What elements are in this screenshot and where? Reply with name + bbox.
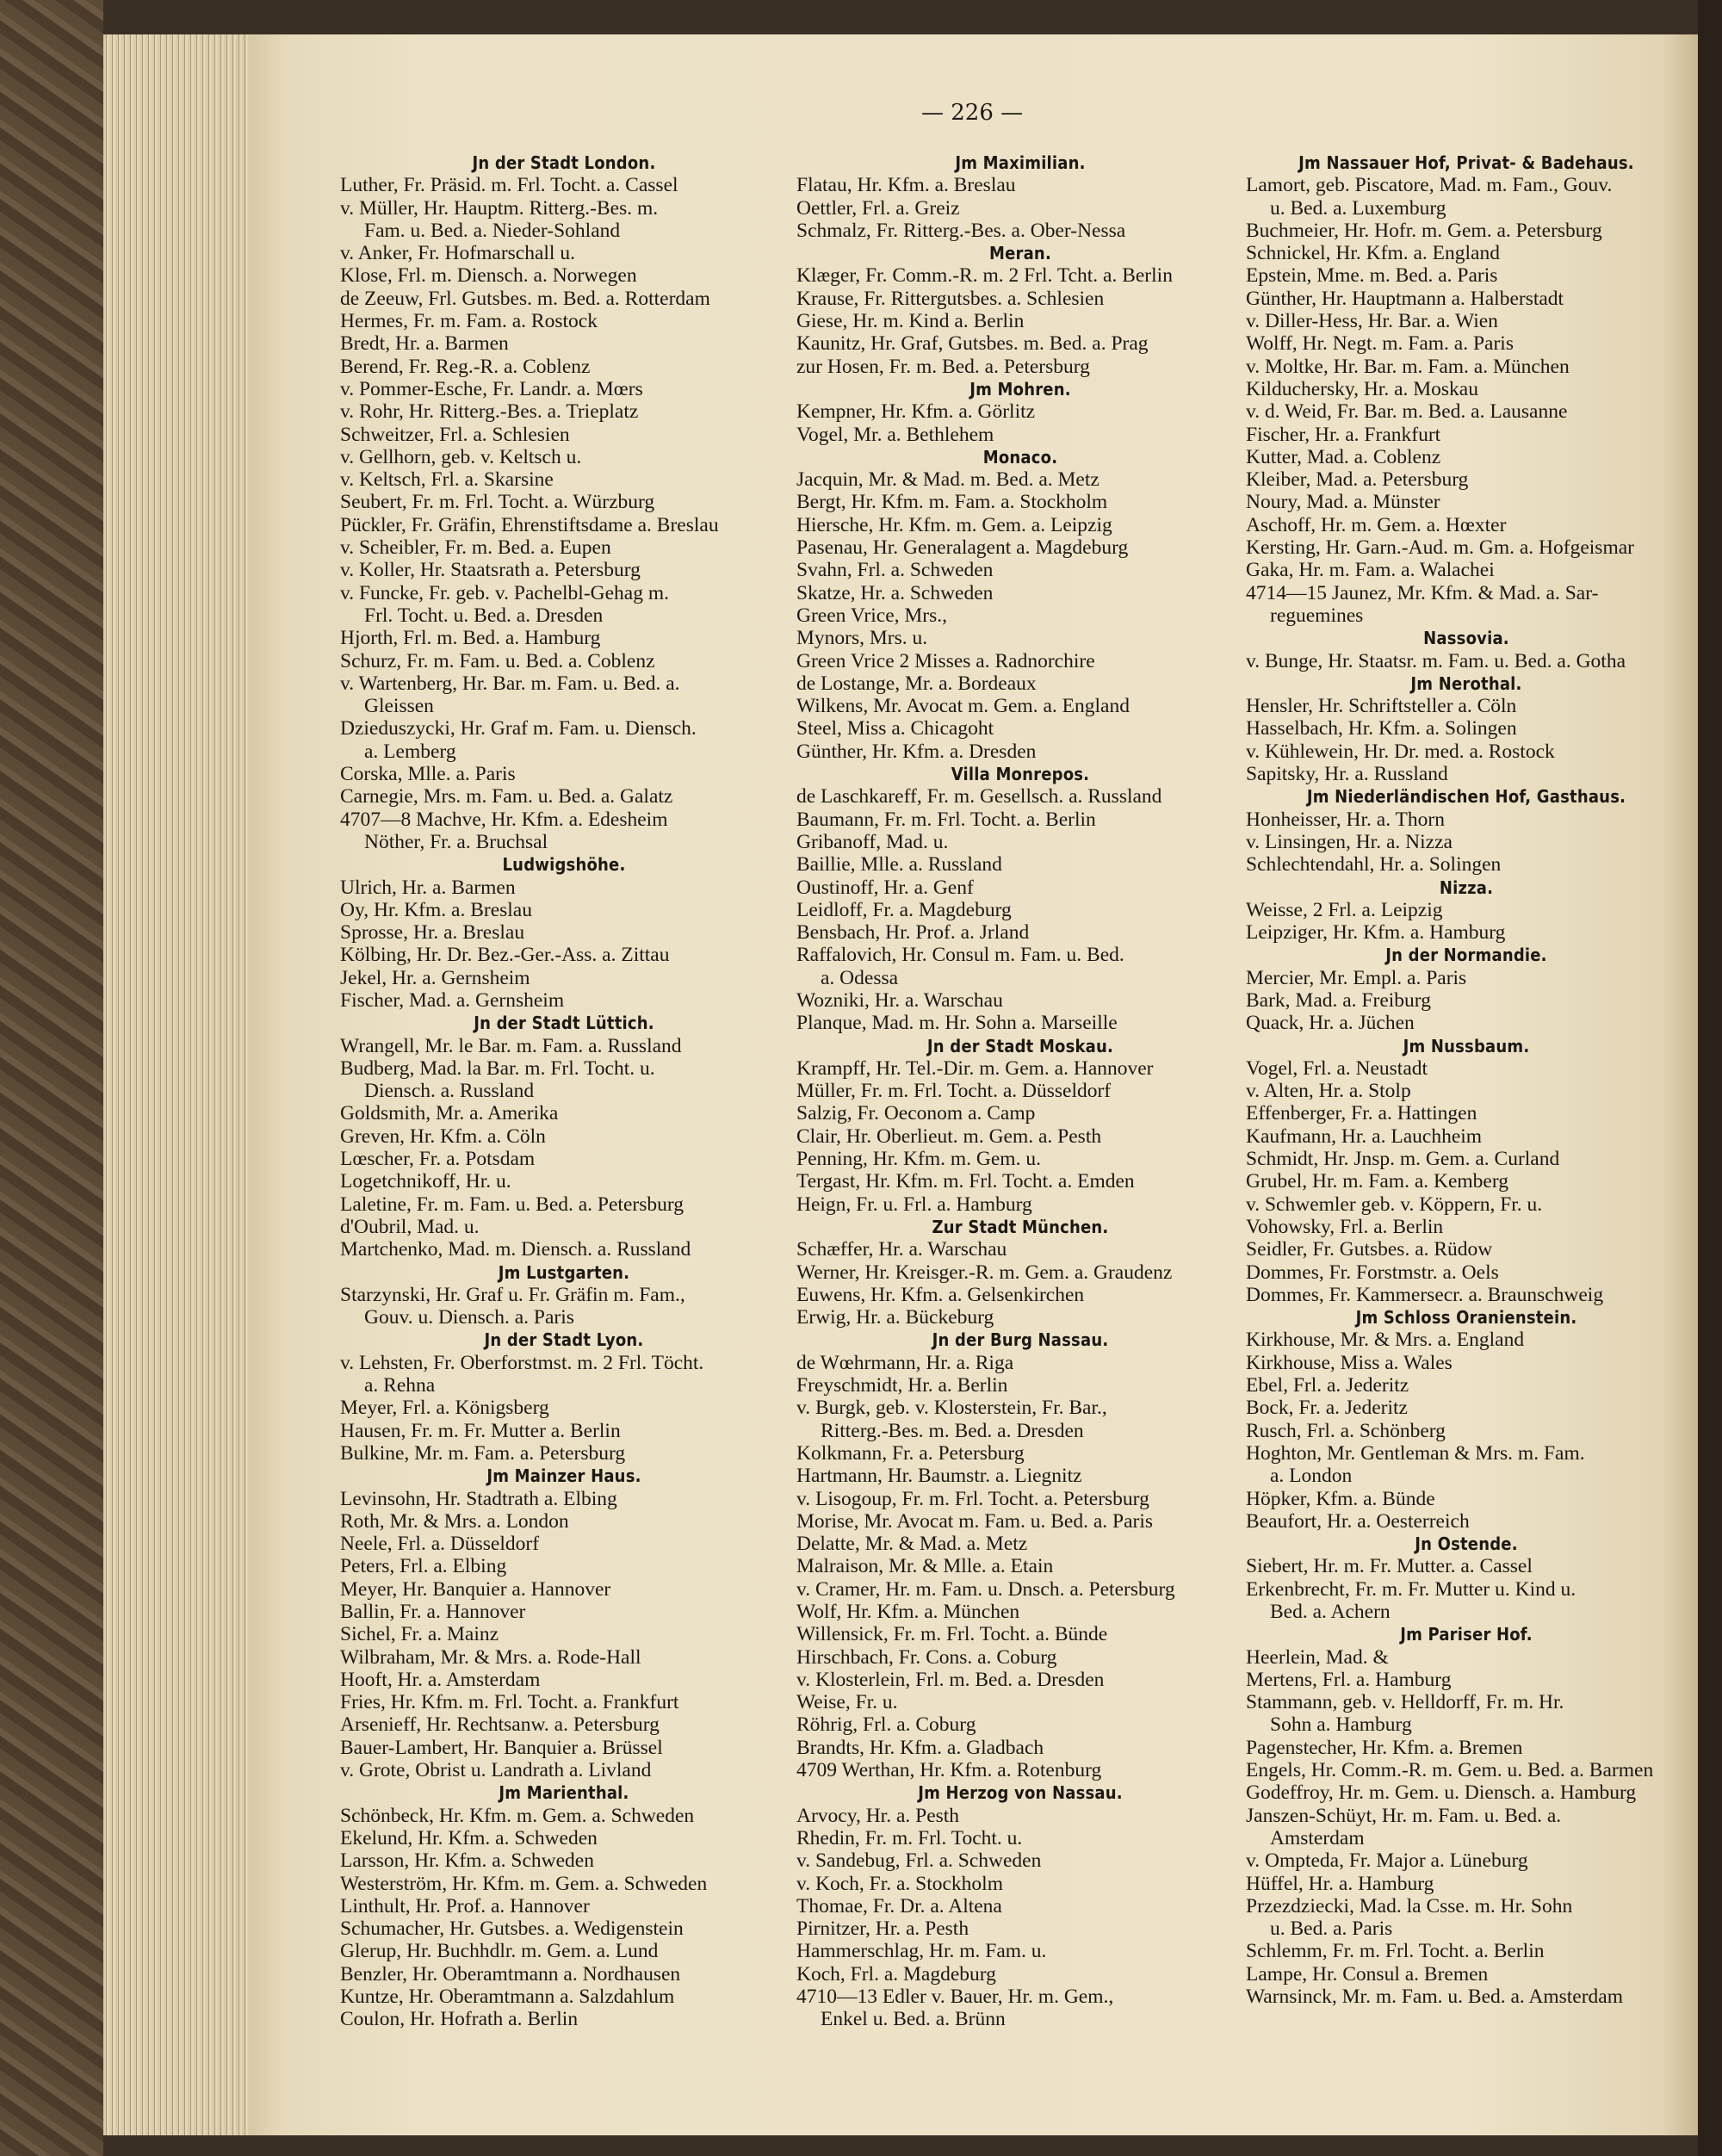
guest-entry: Leipziger, Hr. Kfm. a. Hamburg (1246, 921, 1506, 945)
entry-continuation: Frl. Tocht. u. Bed. a. Dresden (364, 604, 604, 627)
guest-entry: Green Vrice 2 Misses a. Radnorchire (796, 649, 1095, 672)
guest-entry: Aschoff, Hr. m. Gem. a. Hœxter (1246, 513, 1507, 536)
guest-entry: Meyer, Hr. Banquier a. Hannover (340, 1577, 611, 1601)
guest-entry: Höpker, Kfm. a. Bünde (1246, 1487, 1435, 1510)
guest-entry: Logetchnikoff, Hr. u. (340, 1170, 511, 1193)
guest-entry: Bergt, Hr. Kfm. m. Fam. a. Stockholm (796, 491, 1108, 514)
guest-entry: Hasselbach, Hr. Kfm. a. Solingen (1246, 717, 1517, 740)
guest-entry: Kolkmann, Fr. a. Petersburg (796, 1441, 1025, 1465)
guest-entry: Quack, Hr. a. Jüchen (1246, 1012, 1415, 1035)
section-heading: Monaco. (982, 446, 1058, 468)
book-cover-left (0, 0, 103, 2156)
guest-entry: 4714—15 Jaunez, Mr. Kfm. & Mad. a. Sar- (1246, 581, 1599, 604)
entry-continuation: u. Bed. a. Luxemburg (1270, 196, 1446, 220)
guest-entry: v. Pommer-Esche, Fr. Landr. a. Mœrs (340, 377, 643, 400)
guest-entry: Kirkhouse, Miss a. Wales (1246, 1351, 1453, 1374)
guest-entry: v. Müller, Hr. Hauptm. Ritterg.-Bes. m. (340, 196, 659, 220)
guest-entry: Dzieduszycki, Hr. Graf m. Fam. u. Diensch. (340, 717, 697, 740)
guest-entry: Hirschbach, Fr. Cons. a. Coburg (796, 1645, 1057, 1669)
guest-entry: de Lostange, Mr. a. Bordeaux (796, 672, 1037, 695)
guest-entry: Beaufort, Hr. a. Oesterreich (1246, 1509, 1470, 1533)
guest-entry: Hammerschlag, Hr. m. Fam. u. (796, 1940, 1047, 1963)
guest-entry: Heerlein, Mad. & (1246, 1645, 1389, 1669)
guest-entry: Krause, Fr. Rittergutsbes. a. Schlesien (796, 287, 1105, 310)
guest-entry: Coulon, Hr. Hofrath a. Berlin (340, 2008, 579, 2031)
guest-entry: Baumann, Fr. m. Frl. Tocht. a. Berlin (796, 808, 1096, 831)
guest-entry: v. Wartenberg, Hr. Bar. m. Fam. u. Bed. a. (340, 672, 680, 695)
entry-continuation: Bed. a. Achern (1270, 1601, 1391, 1623)
guest-entry: Bredt, Hr. a. Barmen (340, 332, 509, 356)
guest-entry: Dommes, Fr. Kammersecr. a. Braunschweig (1246, 1283, 1604, 1306)
guest-entry: Luther, Fr. Präsid. m. Frl. Tocht. a. Cassel (340, 174, 678, 197)
guest-entry: v. Alten, Hr. a. Stolp (1246, 1080, 1411, 1103)
entry-continuation: Ritterg.-Bes. m. Bed. a. Dresden (821, 1419, 1084, 1442)
guest-entry: Bulkine, Mr. m. Fam. a. Petersburg (340, 1441, 626, 1465)
guest-entry: v. Lehsten, Fr. Oberforstmst. m. 2 Frl. Töcht. (340, 1351, 704, 1374)
guest-entry: Hjorth, Frl. m. Bed. a. Hamburg (340, 627, 601, 650)
guest-entry: Sprosse, Hr. a. Breslau (340, 921, 525, 945)
book-cover-right (1698, 0, 1722, 2156)
guest-entry: v. Anker, Fr. Hofmarschall u. (340, 242, 575, 265)
guest-entry: Steel, Miss a. Chicagoht (796, 717, 994, 740)
guest-entry: Günther, Hr. Kfm. a. Dresden (796, 740, 1037, 763)
section-heading: Jn der Stadt Lüttich. (474, 1013, 654, 1034)
section-heading: Jn der Normandie. (1385, 945, 1547, 966)
guest-entry: Malraison, Mr. & Mlle. a. Etain (796, 1555, 1054, 1578)
guest-entry: Rusch, Frl. a. Schönberg (1246, 1419, 1446, 1442)
guest-entry: Peters, Frl. a. Elbing (340, 1555, 507, 1578)
guest-entry: Mertens, Frl. a. Hamburg (1246, 1668, 1452, 1691)
guest-entry: v. Koch, Fr. a. Stockholm (796, 1872, 1003, 1895)
guest-entry: Carnegie, Mrs. m. Fam. u. Bed. a. Galatz (340, 785, 673, 808)
guest-entry: v. Grote, Obrist u. Landrath a. Livland (340, 1759, 652, 1782)
guest-entry: Green Vrice, Mrs., (796, 604, 947, 627)
guest-entry: Gribanoff, Mad. u. (796, 830, 949, 853)
page-number: — 226 — (921, 100, 1024, 126)
guest-entry: Planque, Mad. m. Hr. Sohn a. Marseille (796, 1012, 1118, 1035)
guest-entry: v. Lisogoup, Fr. m. Frl. Tocht. a. Petersburg (796, 1487, 1149, 1510)
guest-entry: Hüffel, Hr. a. Hamburg (1246, 1872, 1434, 1895)
guest-entry: Larsson, Hr. Kfm. a. Schweden (340, 1849, 594, 1873)
guest-entry: v. Burgk, geb. v. Klosterstein, Fr. Bar., (796, 1397, 1107, 1420)
guest-entry: Godeffroy, Hr. m. Gem. u. Diensch. a. Hamburg (1246, 1781, 1637, 1805)
section-heading: Jm Lustgarten. (498, 1261, 630, 1283)
guest-entry: Buchmeier, Hr. Hofr. m. Gem. a. Petersburg (1246, 219, 1602, 242)
guest-entry: Giese, Hr. m. Kind a. Berlin (796, 310, 1025, 333)
guest-entry: Starzynski, Hr. Graf u. Fr. Gräfin m. Fam., (340, 1283, 685, 1306)
guest-entry: Benzler, Hr. Oberamtmann a. Nordhausen (340, 1962, 681, 1986)
section-heading: Ludwigshöhe. (502, 854, 626, 876)
entry-continuation: Amsterdam (1270, 1826, 1365, 1849)
guest-entry: 4709 Werthan, Hr. Kfm. a. Rotenburg (796, 1759, 1102, 1782)
guest-entry: Oettler, Frl. a. Greiz (796, 196, 960, 220)
guest-entry: Kaunitz, Hr. Graf, Gutsbes. m. Bed. a. Prag (796, 332, 1149, 356)
guest-entry: Werner, Hr. Kreisger.-R. m. Gem. a. Graudenz (796, 1261, 1173, 1284)
guest-entry: Clair, Hr. Oberlieut. m. Gem. a. Pesth (796, 1124, 1102, 1148)
guest-entry: Wozniki, Hr. a. Warschau (796, 988, 1003, 1012)
guest-entry: Oustinoff, Hr. a. Genf (796, 876, 974, 899)
guest-entry: Ballin, Fr. a. Hannover (340, 1601, 526, 1623)
entry-continuation: a. London (1270, 1465, 1353, 1488)
guest-entry: Schmalz, Fr. Ritterg.-Bes. a. Ober-Nessa (796, 219, 1126, 242)
guest-entry: v. Cramer, Hr. m. Fam. u. Dnsch. a. Petersburg (796, 1577, 1175, 1601)
column-1 (340, 152, 788, 2031)
guest-entry: Schlechtendahl, Hr. a. Solingen (1246, 853, 1502, 877)
guest-entry: Oy, Hr. Kfm. a. Breslau (340, 898, 532, 921)
guest-entry: d'Oubril, Mad. u. (340, 1215, 480, 1238)
guest-entry: Schurz, Fr. m. Fam. u. Bed. a. Coblenz (340, 649, 655, 672)
guest-entry: Kuntze, Hr. Oberamtmann a. Salzdahlum (340, 1986, 675, 2009)
section-heading: Jm Herzog von Nassau. (918, 1782, 1123, 1804)
guest-entry: Erkenbrecht, Fr. m. Fr. Mutter u. Kind u. (1246, 1577, 1576, 1601)
guest-entry: Vogel, Frl. a. Neustadt (1246, 1056, 1428, 1080)
guest-entry: Neele, Frl. a. Düsseldorf (340, 1533, 540, 1556)
guest-entry: Schlemm, Fr. m. Frl. Tocht. a. Berlin (1246, 1940, 1545, 1963)
guest-entry: Krampff, Hr. Tel.-Dir. m. Gem. a. Hannover (796, 1056, 1154, 1080)
guest-entry: Bensbach, Hr. Prof. a. Jrland (796, 921, 1030, 945)
guest-entry: 4707—8 Machve, Hr. Kfm. a. Edesheim (340, 808, 668, 831)
guest-entry: Wolff, Hr. Negt. m. Fam. a. Paris (1246, 332, 1514, 356)
guest-entry: Tergast, Hr. Kfm. m. Frl. Tocht. a. Emden (796, 1170, 1135, 1193)
guest-entry: Klose, Frl. m. Diensch. a. Norwegen (340, 264, 637, 288)
guest-entry: v. Linsingen, Hr. a. Nizza (1246, 830, 1453, 853)
guest-entry: Fries, Hr. Kfm. m. Frl. Tocht. a. Frankfurt (340, 1691, 679, 1714)
guest-entry: Wrangell, Mr. le Bar. m. Fam. a. Russland (340, 1034, 682, 1057)
guest-entry: zur Hosen, Fr. m. Bed. a. Petersburg (796, 355, 1090, 378)
section-heading: Jn der Stadt London. (472, 152, 656, 173)
column-3 (1246, 152, 1687, 2008)
guest-entry: Mynors, Mrs. u. (796, 627, 928, 650)
guest-entry: Siebert, Hr. m. Fr. Mutter. a. Cassel (1246, 1555, 1533, 1578)
guest-entry: Berend, Fr. Reg.-R. a. Coblenz (340, 355, 591, 378)
guest-entry: Euwens, Hr. Kfm. a. Gelsenkirchen (796, 1283, 1085, 1306)
guest-entry: Pirnitzer, Hr. a. Pesth (796, 1917, 969, 1941)
guest-entry: Kutter, Mad. a. Coblenz (1246, 445, 1441, 468)
guest-entry: Noury, Mad. a. Münster (1246, 491, 1440, 514)
guest-entry: de Zeeuw, Frl. Gutsbes. m. Bed. a. Rotterdam (340, 287, 710, 310)
guest-entry: Wilbraham, Mr. & Mrs. a. Rode-Hall (340, 1645, 641, 1669)
guest-entry: Pückler, Fr. Gräfin, Ehrenstiftsdame a. Breslau (340, 513, 719, 536)
guest-entry: Schmidt, Hr. Jnsp. m. Gem. a. Curland (1246, 1148, 1560, 1171)
guest-entry: Hooft, Hr. a. Amsterdam (340, 1668, 541, 1691)
guest-entry: Wilkens, Mr. Avocat m. Gem. a. England (796, 695, 1130, 718)
guest-entry: Ulrich, Hr. a. Barmen (340, 876, 516, 899)
guest-entry: Greven, Hr. Kfm. a. Cöln (340, 1124, 546, 1148)
entry-continuation: reguemines (1270, 604, 1364, 627)
guest-entry: v. Keltsch, Frl. a. Skarsine (340, 468, 554, 492)
guest-entry: Gaka, Hr. m. Fam. a. Walachei (1246, 559, 1495, 582)
guest-entry: 4710—13 Edler v. Bauer, Hr. m. Gem., (796, 1986, 1114, 2009)
section-heading: Jm Mainzer Haus. (486, 1465, 641, 1487)
guest-entry: Hensler, Hr. Schriftsteller a. Cöln (1246, 695, 1517, 718)
guest-entry: v. Bunge, Hr. Staatsr. m. Fam. u. Bed. a. Gotha (1246, 649, 1626, 672)
guest-entry: Schæffer, Hr. a. Warschau (796, 1238, 1007, 1261)
guest-entry: Pagenstecher, Hr. Kfm. a. Bremen (1246, 1736, 1523, 1759)
guest-entry: Willensick, Fr. m. Frl. Tocht. a. Bünde (796, 1623, 1108, 1646)
guest-entry: Klæger, Fr. Comm.-R. m. 2 Frl. Tcht. a. Berlin (796, 264, 1173, 288)
guest-entry: Lamort, geb. Piscatore, Mad. m. Fam., Gouv. (1246, 174, 1613, 197)
section-heading: Jm Niederländischen Hof, Gasthaus. (1306, 786, 1626, 808)
guest-entry: Erwig, Hr. a. Bückeburg (796, 1306, 994, 1329)
guest-entry: Stammann, geb. v. Helldorff, Fr. m. Hr. (1246, 1691, 1564, 1714)
guest-entry: Corska, Mlle. a. Paris (340, 763, 516, 786)
guest-entry: v. Kühlewein, Hr. Dr. med. a. Rostock (1246, 740, 1555, 763)
guest-entry: Müller, Fr. m. Frl. Tocht. a. Düsseldorf (796, 1080, 1112, 1103)
guest-entry: Effenberger, Fr. a. Hattingen (1246, 1102, 1477, 1125)
entry-continuation: Gouv. u. Diensch. a. Paris (364, 1306, 574, 1329)
guest-entry: Kleiber, Mad. a. Petersburg (1246, 468, 1469, 492)
guest-entry: v. Funcke, Fr. geb. v. Pachelbl-Gehag m. (340, 581, 670, 604)
guest-entry: Kersting, Hr. Garn.-Aud. m. Gm. a. Hofgeismar (1246, 536, 1634, 560)
guest-entry: Weisse, 2 Frl. a. Leipzig (1246, 898, 1443, 921)
guest-entry: Penning, Hr. Kfm. m. Gem. u. (796, 1148, 1041, 1171)
guest-entry: Heign, Fr. u. Frl. a. Hamburg (796, 1193, 1032, 1216)
entry-continuation: Nöther, Fr. a. Bruchsal (364, 830, 548, 853)
guest-entry: Pasenau, Hr. Generalagent a. Magdeburg (796, 536, 1129, 560)
guest-entry: Bock, Fr. a. Jederitz (1246, 1397, 1408, 1420)
guest-entry: Svahn, Frl. a. Schweden (796, 559, 994, 582)
guest-entry: v. Diller-Hess, Hr. Bar. a. Wien (1246, 310, 1498, 333)
guest-entry: Sapitsky, Hr. a. Russland (1246, 763, 1448, 786)
guest-entry: v. Scheibler, Fr. m. Bed. a. Eupen (340, 536, 611, 560)
guest-entry: Lampe, Hr. Consul a. Bremen (1246, 1962, 1489, 1986)
guest-entry: Epstein, Mme. m. Bed. a. Paris (1246, 264, 1498, 288)
guest-entry: Morise, Mr. Avocat m. Fam. u. Bed. a. Paris (796, 1509, 1154, 1533)
entry-continuation: Enkel u. Bed. a. Brünn (821, 2008, 1006, 2031)
guest-entry: Sichel, Fr. a. Mainz (340, 1623, 499, 1646)
section-heading: Meran. (989, 243, 1051, 264)
guest-entry: Engels, Hr. Comm.-R. m. Gem. u. Bed. a. Barmen (1246, 1759, 1654, 1782)
guest-entry: Hermes, Fr. m. Fam. a. Rostock (340, 310, 598, 333)
section-heading: Nizza. (1439, 877, 1494, 898)
guest-entry: Bark, Mad. a. Freiburg (1246, 988, 1431, 1012)
guest-entry: Fischer, Mad. a. Gernsheim (340, 988, 565, 1012)
guest-entry: Schnickel, Hr. Kfm. a. England (1246, 242, 1500, 265)
guest-entry: Linthult, Hr. Prof. a. Hannover (340, 1894, 590, 1917)
section-heading: Jm Pariser Hof. (1400, 1624, 1533, 1645)
section-heading: Villa Monrepos. (951, 764, 1090, 785)
guest-entry: v. Moltke, Hr. Bar. m. Fam. a. München (1246, 355, 1570, 378)
entry-continuation: a. Rehna (364, 1374, 436, 1397)
guest-entry: Laletine, Fr. m. Fam. u. Bed. a. Petersburg (340, 1193, 684, 1216)
page-edges (103, 34, 250, 2135)
guest-entry: v. Klosterlein, Frl. m. Bed. a. Dresden (796, 1668, 1105, 1691)
entry-continuation: a. Lemberg (364, 740, 456, 763)
guest-entry: Mercier, Mr. Empl. a. Paris (1246, 966, 1467, 989)
guest-entry: Przezdziecki, Mad. la Csse. m. Hr. Sohn (1246, 1894, 1573, 1917)
guest-entry: Goldsmith, Mr. a. Amerika (340, 1102, 559, 1125)
guest-entry: Bauer-Lambert, Hr. Banquier a. Brüssel (340, 1736, 663, 1759)
guest-entry: Flatau, Hr. Kfm. a. Breslau (796, 174, 1016, 197)
guest-entry: Salzig, Fr. Oeconom a. Camp (796, 1102, 1036, 1125)
entry-continuation: a. Odessa (821, 966, 899, 989)
guest-entry: Levinsohn, Hr. Stadtrath a. Elbing (340, 1487, 617, 1510)
guest-entry: Skatze, Hr. a. Schweden (796, 581, 994, 604)
guest-entry: Westerström, Hr. Kfm. m. Gem. a. Schweden (340, 1872, 708, 1895)
guest-entry: Brandts, Hr. Kfm. a. Gladbach (796, 1736, 1044, 1759)
guest-entry: Röhrig, Frl. a. Coburg (796, 1713, 976, 1737)
guest-entry: Kaufmann, Hr. a. Lauchheim (1246, 1124, 1483, 1148)
guest-entry: Jekel, Hr. a. Gernsheim (340, 966, 530, 989)
guest-entry: Seidler, Fr. Gutsbes. a. Rüdow (1246, 1238, 1493, 1261)
guest-entry: Jacquin, Mr. & Mad. m. Bed. a. Metz (796, 468, 1099, 492)
section-heading: Jm Marienthal. (499, 1782, 629, 1804)
entry-continuation: Gleissen (364, 695, 434, 718)
guest-entry: Janszen-Schüyt, Hr. m. Fam. u. Bed. a. (1246, 1804, 1562, 1827)
guest-entry: Glerup, Hr. Buchhdlr. m. Gem. a. Lund (340, 1940, 659, 1963)
guest-entry: v. Rohr, Hr. Ritterg.-Bes. a. Trieplatz (340, 400, 639, 424)
section-heading: Jm Maximilian. (955, 152, 1086, 173)
guest-entry: Hiersche, Hr. Kfm. m. Gem. a. Leipzig (796, 513, 1112, 536)
guest-entry: Schönbeck, Hr. Kfm. m. Gem. a. Schweden (340, 1804, 695, 1827)
guest-entry: Budberg, Mad. la Bar. m. Frl. Tocht. u. (340, 1056, 655, 1080)
column-2 (796, 152, 1244, 2031)
guest-entry: Hausen, Fr. m. Fr. Mutter a. Berlin (340, 1419, 621, 1442)
guest-entry: Ekelund, Hr. Kfm. a. Schweden (340, 1826, 598, 1849)
section-heading: Zur Stadt München. (932, 1216, 1109, 1237)
guest-entry: Raffalovich, Hr. Consul m. Fam. u. Bed. (796, 944, 1124, 967)
guest-entry: Hoghton, Mr. Gentleman & Mrs. m. Fam. (1246, 1441, 1585, 1465)
guest-entry: Dommes, Fr. Forstmstr. a. Oels (1246, 1261, 1499, 1284)
guest-entry: v. Ompteda, Fr. Major a. Lüneburg (1246, 1849, 1528, 1873)
guest-entry: Wolf, Hr. Kfm. a. München (796, 1601, 1020, 1623)
guest-entry: v. Koller, Hr. Staatsrath a. Petersburg (340, 559, 641, 582)
guest-entry: Martchenko, Mad. m. Diensch. a. Russland (340, 1238, 691, 1261)
guest-entry: Kempner, Hr. Kfm. a. Görlitz (796, 400, 1036, 424)
entry-continuation: u. Bed. a. Paris (1270, 1917, 1393, 1941)
guest-entry: Lœscher, Fr. a. Potsdam (340, 1148, 536, 1171)
guest-entry: Grubel, Hr. m. Fam. a. Kemberg (1246, 1170, 1509, 1193)
guest-entry: de Laschkareff, Fr. m. Gesellsch. a. Russland (796, 785, 1162, 808)
guest-entry: Günther, Hr. Hauptmann a. Halberstadt (1246, 287, 1564, 310)
section-heading: Jm Nassauer Hof, Privat- & Badehaus. (1298, 152, 1634, 173)
guest-entry: v. Gellhorn, geb. v. Keltsch u. (340, 445, 582, 468)
section-heading: Jm Nussbaum. (1403, 1035, 1530, 1056)
guest-entry: de Wœhrmann, Hr. a. Riga (796, 1351, 1014, 1374)
guest-entry: Kölbing, Hr. Dr. Bez.-Ger.-Ass. a. Zittau (340, 944, 670, 967)
entry-continuation: Fam. u. Bed. a. Nieder-Sohland (364, 219, 621, 242)
guest-entry: Baillie, Mlle. a. Russland (796, 853, 1002, 877)
section-heading: Jm Nerothal. (1410, 672, 1522, 694)
guest-entry: Hartmann, Hr. Baumstr. a. Liegnitz (796, 1465, 1082, 1488)
guest-entry: Vohowsky, Frl. a. Berlin (1246, 1215, 1444, 1238)
guest-entry: Fischer, Hr. a. Frankfurt (1246, 423, 1441, 446)
section-heading: Jn der Stadt Moskau. (926, 1035, 1114, 1056)
guest-entry: Schweitzer, Frl. a. Schlesien (340, 423, 570, 446)
guest-entry: Koch, Frl. a. Magdeburg (796, 1962, 996, 1986)
guest-entry: Delatte, Mr. & Mad. a. Metz (796, 1533, 1028, 1556)
section-heading: Nassovia. (1423, 628, 1509, 649)
guest-entry: Roth, Mr. & Mrs. a. London (340, 1509, 569, 1533)
guest-entry: Arsenieff, Hr. Rechtsanw. a. Petersburg (340, 1713, 660, 1737)
guest-entry: Seubert, Fr. m. Frl. Tocht. a. Würzburg (340, 491, 655, 514)
guest-entry: Schumacher, Hr. Gutsbes. a. Wedigenstein (340, 1917, 684, 1941)
section-heading: Jn der Burg Nassau. (932, 1329, 1109, 1351)
section-heading: Jm Schloss Oranienstein. (1355, 1307, 1577, 1329)
guest-entry: v. d. Weid, Fr. Bar. m. Bed. a. Lausanne (1246, 400, 1568, 424)
guest-entry: Freyschmidt, Hr. a. Berlin (796, 1374, 1008, 1397)
guest-entry: Kilduchersky, Hr. a. Moskau (1246, 377, 1478, 400)
guest-entry: Vogel, Mr. a. Bethlehem (796, 423, 994, 446)
guest-entry: Meyer, Frl. a. Königsberg (340, 1397, 549, 1420)
guest-entry: Leidloff, Fr. a. Magdeburg (796, 898, 1012, 921)
guest-entry: Ebel, Frl. a. Jederitz (1246, 1374, 1409, 1397)
guest-entry: Arvocy, Hr. a. Pesth (796, 1804, 960, 1827)
entry-continuation: Diensch. a. Russland (364, 1080, 535, 1103)
guest-entry: Rhedin, Fr. m. Frl. Tocht. u. (796, 1826, 1023, 1849)
guest-entry: Weise, Fr. u. (796, 1691, 898, 1714)
entry-continuation: Sohn a. Hamburg (1270, 1713, 1412, 1737)
guest-entry: Warnsinck, Mr. m. Fam. u. Bed. a. Amsterdam (1246, 1986, 1624, 2009)
guest-entry: Honheisser, Hr. a. Thorn (1246, 808, 1445, 831)
section-heading: Jn der Stadt Lyon. (484, 1329, 644, 1351)
guest-entry: Thomae, Fr. Dr. a. Altena (796, 1894, 1002, 1917)
guest-entry: Kirkhouse, Mr. & Mrs. a. England (1246, 1329, 1525, 1352)
guest-entry: v. Schwemler geb. v. Köppern, Fr. u. (1246, 1193, 1543, 1216)
guest-entry: v. Sandebug, Frl. a. Schweden (796, 1849, 1042, 1873)
section-heading: Jm Mohren. (969, 378, 1071, 400)
section-heading: Jn Ostende. (1415, 1533, 1518, 1555)
